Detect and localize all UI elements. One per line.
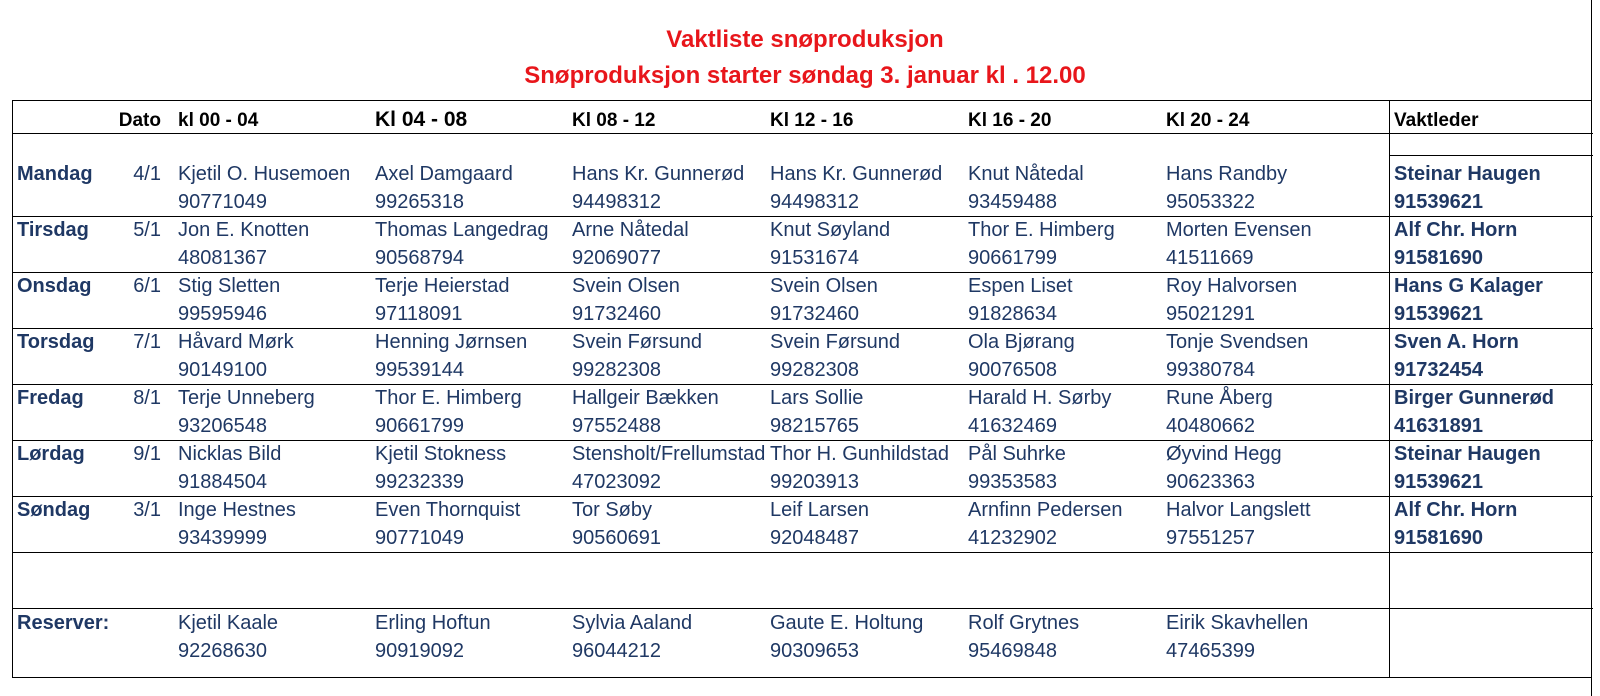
shift-name: Roy Halvorsen	[1166, 275, 1298, 297]
shift-name: Kjetil Stokness	[375, 443, 507, 465]
shift-phone: 90560691	[572, 527, 661, 549]
leader-name: Hans G Kalager	[1394, 275, 1543, 297]
shift-name: Espen Liset	[968, 275, 1073, 297]
day-label: Fredag	[17, 387, 84, 409]
header-dato: Dato	[118, 110, 161, 131]
shift-name: Axel Damgaard	[375, 163, 513, 185]
header-divider-2	[1390, 155, 1593, 156]
shift-phone: 41632469	[968, 415, 1057, 437]
shift-phone: 90661799	[968, 247, 1057, 269]
shift-phone: 91828634	[968, 303, 1057, 325]
shift-phone: 41511669	[1166, 247, 1254, 269]
reserve-name: Kjetil Kaale	[178, 612, 279, 634]
leader-name: Alf Chr. Horn	[1394, 499, 1518, 521]
shift-name: Ola Bjørang	[968, 331, 1075, 353]
shift-name: Arnfinn Pedersen	[968, 499, 1123, 521]
reserve-phone: 90919092	[375, 640, 464, 662]
days-bottom-divider	[13, 552, 1593, 553]
reserve-name: Eirik Skavhellen	[1166, 612, 1309, 634]
shift-name: Harald H. Sørby	[968, 387, 1112, 409]
day-date: 9/1	[133, 443, 161, 465]
shift-phone: 97118091	[375, 303, 463, 325]
day-date: 8/1	[133, 387, 161, 409]
shift-name: Hallgeir Bækken	[572, 387, 719, 409]
shift-name: Morten Evensen	[1166, 219, 1312, 241]
shift-name: Arne Nåtedal	[572, 219, 689, 241]
shift-name: Kjetil O. Husemoen	[178, 163, 351, 185]
reserve-name: Sylvia Aaland	[572, 612, 693, 634]
header-slot-3: Kl 12 - 16	[770, 110, 854, 131]
header-slot-4: Kl 16 - 20	[968, 110, 1052, 131]
shift-name: Lars Sollie	[770, 387, 864, 409]
leader-name: Steinar Haugen	[1394, 163, 1541, 185]
shift-phone: 90771049	[375, 527, 464, 549]
shift-phone: 47023092	[572, 471, 661, 493]
day-date: 7/1	[133, 331, 161, 353]
shift-phone: 99203913	[770, 471, 859, 493]
leader-phone: 91732454	[1394, 359, 1483, 381]
day-label: Tirsdag	[17, 219, 89, 241]
shift-name: Øyvind Hegg	[1166, 443, 1282, 465]
shift-phone: 48081367	[178, 247, 267, 269]
shift-name: Svein Førsund	[572, 331, 703, 353]
shift-phone: 97551257	[1166, 527, 1255, 549]
leader-name: Birger Gunnerød	[1394, 387, 1555, 409]
shift-name: Terje Unneberg	[178, 387, 315, 409]
shift-phone: 91732460	[572, 303, 661, 325]
shift-name: Knut Søyland	[770, 219, 891, 241]
leader-phone: 91539621	[1394, 471, 1483, 493]
leader-name: Sven A. Horn	[1394, 331, 1519, 353]
reserve-phone: 95469848	[968, 640, 1057, 662]
header-divider	[13, 133, 1593, 134]
shift-name: Hans Randby	[1166, 163, 1288, 185]
shift-phone: 99282308	[572, 359, 661, 381]
reserve-phone: 92268630	[178, 640, 267, 662]
shift-phone: 94498312	[770, 191, 859, 213]
reserve-phone: 90309653	[770, 640, 859, 662]
shift-name: Tonje Svendsen	[1166, 331, 1309, 353]
shift-name: Jon E. Knotten	[178, 219, 310, 241]
shift-phone: 99353583	[968, 471, 1057, 493]
leader-name: Alf Chr. Horn	[1394, 219, 1518, 241]
shift-phone: 91531674	[770, 247, 859, 269]
leader-phone: 41631891	[1394, 415, 1483, 437]
shift-phone: 93459488	[968, 191, 1057, 213]
shift-phone: 91884504	[178, 471, 267, 493]
day-label: Lørdag	[17, 443, 85, 465]
shift-phone: 99232339	[375, 471, 464, 493]
shift-phone: 99539144	[375, 359, 464, 381]
shift-name: Terje Heierstad	[375, 275, 510, 297]
leader-phone: 91539621	[1394, 191, 1483, 213]
day-label: Onsdag	[17, 275, 92, 297]
shift-phone: 94498312	[572, 191, 661, 213]
reserves-label: Reserver:	[17, 612, 110, 634]
shift-phone: 99282308	[770, 359, 859, 381]
header-slot-0: kl 00 - 04	[178, 110, 259, 131]
shift-phone: 90661799	[375, 415, 464, 437]
shift-name: Hans Kr. Gunnerød	[572, 163, 745, 185]
shift-name: Inge Hestnes	[178, 499, 296, 521]
shift-name: Thomas Langedrag	[375, 219, 549, 241]
leader-column-divider	[1389, 100, 1390, 678]
leader-phone: 91581690	[1394, 247, 1483, 269]
shift-name: Thor H. Gunhildstad	[770, 443, 949, 465]
shift-name: Thor E. Himberg	[375, 387, 522, 409]
shift-phone: 40480662	[1166, 415, 1255, 437]
shift-name: Leif Larsen	[770, 499, 869, 521]
shift-name: Stensholt/Frellumstad	[572, 443, 766, 465]
day-label: Torsdag	[17, 331, 95, 353]
shift-name: Thor E. Himberg	[968, 219, 1115, 241]
shift-name: Svein Olsen	[572, 275, 680, 297]
reserve-name: Gaute E. Holtung	[770, 612, 924, 634]
header-leader: Vaktleder	[1394, 110, 1479, 131]
shift-phone: 92069077	[572, 247, 661, 269]
shift-phone: 99265318	[375, 191, 464, 213]
shift-phone: 90771049	[178, 191, 267, 213]
shift-name: Tor Søby	[572, 499, 653, 521]
shift-phone: 90149100	[178, 359, 267, 381]
reserve-name: Rolf Grytnes	[968, 612, 1080, 634]
shift-phone: 99380784	[1166, 359, 1255, 381]
title-block	[0, 22, 1600, 94]
shift-name: Henning Jørnsen	[375, 331, 528, 353]
shift-name: Håvard Mørk	[178, 331, 294, 353]
day-date: 6/1	[133, 275, 161, 297]
leader-name: Steinar Haugen	[1394, 443, 1541, 465]
page-subtitle: Snøproduksjon starter søndag 3. januar kl . 12.00	[524, 62, 1086, 89]
shift-phone: 93439999	[178, 527, 267, 549]
day-date: 4/1	[133, 163, 161, 185]
reserve-phone: 96044212	[572, 640, 661, 662]
shift-phone: 95021291	[1166, 303, 1255, 325]
shift-name: Rune Åberg	[1166, 387, 1273, 409]
header-slot-5: Kl 20 - 24	[1166, 110, 1250, 131]
reserve-name: Erling Hoftun	[375, 612, 491, 634]
day-label: Mandag	[17, 163, 93, 185]
shift-phone: 99595946	[178, 303, 267, 325]
shift-phone: 92048487	[770, 527, 859, 549]
day-date: 5/1	[133, 219, 161, 241]
leader-phone: 91581690	[1394, 527, 1483, 549]
day-label: Søndag	[17, 499, 91, 521]
page-title: Vaktliste snøproduksjon	[666, 26, 944, 53]
shift-name: Pål Suhrke	[968, 443, 1066, 465]
shift-phone: 90568794	[375, 247, 464, 269]
shift-phone: 95053322	[1166, 191, 1255, 213]
shift-phone: 90623363	[1166, 471, 1255, 493]
shift-name: Even Thornquist	[375, 499, 521, 521]
shift-name: Svein Olsen	[770, 275, 878, 297]
shift-phone: 90076508	[968, 359, 1057, 381]
shift-name: Halvor Langslett	[1166, 499, 1311, 521]
header-slot-1: Kl 04 - 08	[375, 108, 468, 131]
shift-name: Stig Sletten	[178, 275, 281, 297]
leader-phone: 91539621	[1394, 303, 1483, 325]
day-date: 3/1	[133, 499, 161, 521]
header-slot-2: Kl 08 - 12	[572, 110, 656, 131]
shift-phone: 98215765	[770, 415, 859, 437]
schedule-table	[12, 100, 1592, 678]
shift-phone: 91732460	[770, 303, 859, 325]
shift-name: Hans Kr. Gunnerød	[770, 163, 943, 185]
shift-phone: 41232902	[968, 527, 1057, 549]
shift-name: Svein Førsund	[770, 331, 901, 353]
reserve-phone: 47465399	[1166, 640, 1255, 662]
shift-phone: 97552488	[572, 415, 661, 437]
shift-name: Nicklas Bild	[178, 443, 282, 465]
shift-phone: 93206548	[178, 415, 267, 437]
shift-name: Knut Nåtedal	[968, 163, 1084, 185]
